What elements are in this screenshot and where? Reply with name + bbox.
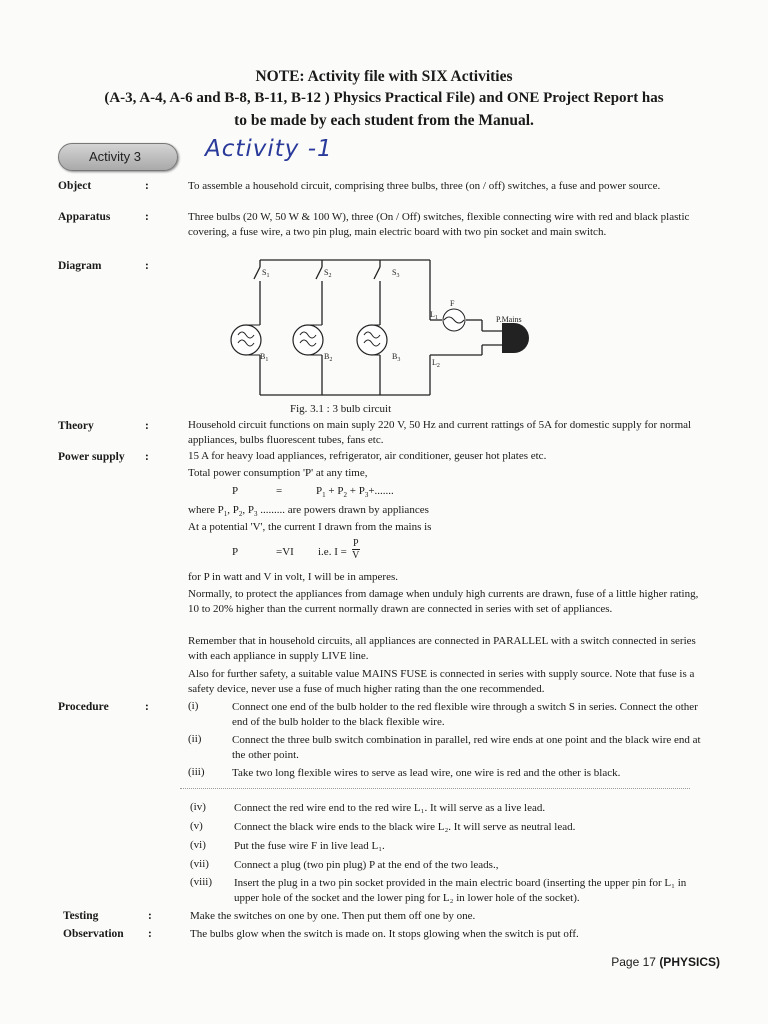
testing-text: Make the switches on one by one. Then put them off one by one. [190, 910, 476, 922]
equation-2-mid: =VI [276, 546, 294, 558]
label-s3: $S_3$ [392, 268, 400, 279]
equation-1-left: P [232, 485, 239, 497]
procedure-num-3: (iii) [188, 766, 205, 778]
colon: : [145, 701, 149, 713]
figure-caption: Fig. 3.1 : 3 bulb circuit [290, 403, 392, 415]
colon: : [145, 451, 149, 463]
equation-2-left: P [232, 546, 239, 558]
label-s2: $S_2$ [324, 268, 332, 279]
mains-fuse-paragraph: Also for further safety, a suitable value MAINS FUSE is connected in series with supply source. Note that fuse is a safety device, never use a fuse of much higher rating than the one recommended. [188, 668, 695, 695]
observation-text: The bulbs glow when the switch is made on. It stops glowing when the switch is put off. [190, 928, 579, 940]
equation-2-fraction: $\frac{P}{V}$ [352, 538, 360, 561]
activity-pill-label: Activity 3 [89, 149, 142, 164]
subject-label: (PHYSICS) [659, 955, 720, 969]
label-b2: $B_2$ [324, 352, 333, 363]
potential-line: At a potential 'V', the current I drawn from the mains is [188, 521, 432, 533]
label-l2: $L_2$ [432, 358, 440, 369]
circuit-diagram [220, 255, 540, 407]
observation-label: Observation [63, 928, 124, 940]
procedure-step-7: Connect a plug (two pin plug) P at the end of the two leads., [234, 859, 499, 871]
colon: : [145, 211, 149, 223]
equation-1-eq: = [276, 485, 283, 497]
power-line-1: 15 A for heavy load appliances, refrigerator, air conditioner, geuser hot plates etc. [188, 450, 547, 462]
label-b3: $B_3$ [392, 352, 401, 363]
object-text: To assemble a household circuit, comprising three bulbs, three (on / off) switches, a fuse and power source. [188, 180, 661, 192]
testing-label: Testing [63, 910, 99, 922]
procedure-num-7: (vii) [190, 858, 209, 870]
diagram-label: Diagram [58, 260, 102, 272]
apparatus-text: Three bulbs (20 W, 50 W & 100 W), three (On / Off) switches, flexible connecting wire with red and black plastic covering, a fuse wire, a two pin plug, main electric board with two pin socket and main switch. [188, 211, 690, 238]
parallel-paragraph: Remember that in household circuits, all appliances are connected in PARALLEL with a switch connected in series with each appliance in supply LIVE line. [188, 635, 696, 662]
theory-label: Theory [58, 420, 94, 432]
colon: : [148, 928, 152, 940]
equation-1-right: $P_1 + P_2 + P_3+$....... [316, 485, 394, 500]
colon: : [145, 420, 149, 432]
procedure-num-4: (iv) [190, 801, 206, 813]
note-subheading-2: to be made by each student from the Manual. [234, 112, 534, 129]
note-subheading: (A-3, A-4, A-6 and B-8, B-11, B-12 ) Physics Practical File) and ONE Project Report has [104, 90, 664, 106]
object-label: Object [58, 180, 92, 192]
power-line-2: Total power consumption 'P' at any time, [188, 467, 368, 479]
label-s1: $S_1$ [262, 268, 270, 279]
procedure-step-3: Take two long flexible wires to serve as lead wire, one wire is red and the other is black. [232, 767, 621, 779]
activity-pill [58, 143, 178, 171]
fuse-paragraph: Normally, to protect the appliances from damage when unduly high currents are drawn, fuse of a little higher rating, 10 to 20% higher than the current normally drawn are connected in series with set of appliances. [188, 588, 699, 615]
equation-2-ie: i.e. I = [318, 546, 347, 558]
page-footer [611, 955, 720, 969]
procedure-step-2: Connect the three bulb switch combination in parallel, red wire ends at one point and the black wire end at the other point. [232, 734, 701, 761]
procedure-label: Procedure [58, 701, 109, 713]
procedure-step-8: Insert the plug in a two pin socket provided in the main electric board (inserting the upper pin for L₁ in upper hole of the socket and the lower ping for L₂ in lower hole of the socket). [234, 877, 687, 904]
power-supply-label: Power supply [58, 451, 125, 463]
bulb-3 [357, 325, 387, 355]
amperes-line: for P in watt and V in volt, I will be in amperes. [188, 571, 398, 583]
apparatus-label: Apparatus [58, 211, 111, 223]
label-f: F [450, 299, 455, 308]
bulb-1 [231, 325, 261, 355]
procedure-step-4: Connect the red wire end to the red wire L₁. It will serve as a live lead. [234, 802, 546, 814]
note-heading: NOTE: Activity file with SIX Activities [255, 68, 513, 85]
page-divider [180, 788, 690, 789]
label-b1: $B_1$ [260, 352, 269, 363]
procedure-num-1: (i) [188, 700, 199, 712]
colon: : [148, 910, 152, 922]
procedure-step-6: Put the fuse wire F in live lead L₁. [234, 840, 385, 852]
handwritten-activity-title: Activity -1 [205, 136, 333, 162]
label-mains: P.Mains [496, 315, 522, 324]
colon: : [145, 260, 149, 272]
procedure-step-1: Connect one end of the bulb holder to the red flexible wire through a switch S in series. Connect the other end of the bulb holder to the black flexible wire. [232, 701, 698, 728]
procedure-num-5: (v) [190, 820, 203, 832]
mains-plug [502, 323, 529, 353]
procedure-num-8: (viii) [190, 876, 212, 888]
label-l1: $L_1$ [430, 310, 438, 321]
procedure-num-6: (vi) [190, 839, 206, 851]
theory-text: Household circuit functions on main suply 220 V, 50 Hz and current rattings of 5A for domestic supply for normal appliances, bulbs fluorescent tubes, fans etc. [188, 419, 692, 446]
where-line: where $P_1$, $P_2$, $P_3$ ......... are powers drawn by appliances [188, 504, 429, 519]
page-number: Page 17 [611, 955, 656, 969]
bulb-2 [293, 325, 323, 355]
procedure-step-5: Connect the black wire ends to the black wire L₂. It will serve as neutral lead. [234, 821, 576, 833]
colon: : [145, 180, 149, 192]
procedure-num-2: (ii) [188, 733, 202, 745]
